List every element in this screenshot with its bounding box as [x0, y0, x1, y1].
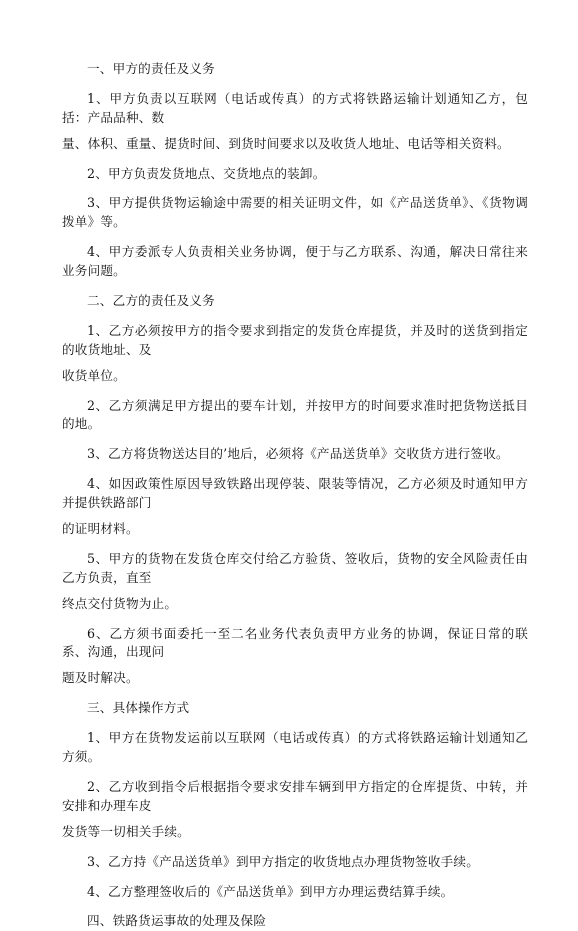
paragraph: 4、甲方委派专人负责相关业务协调，便于与乙方联系、沟通，解决日常往来业务问题。: [62, 244, 528, 279]
paragraph-line: 6、乙方须书面委托一至二名业务代表负责甲方业务的协调，保证日常的联系、沟通，出现问: [62, 625, 528, 660]
paragraph-line: 题及时解决。: [62, 670, 139, 686]
paragraph: 4、乙方整理签收后的《产品送货单》到甲方办理运费结算手续。: [87, 883, 454, 899]
section-heading-4: 四、铁路货运事故的处理及保险: [87, 913, 267, 929]
paragraph-line: 收货单位。: [62, 367, 126, 383]
paragraph-line: 终点交付货物为止。: [62, 595, 178, 611]
paragraph-line: 的证明材料。: [62, 521, 139, 537]
paragraph-line: 1、甲方负责以互联网（电话或传真）的方式将铁路运输计划通知乙方，包括：产品品种、数: [62, 90, 528, 125]
paragraph: [62, 778, 528, 842]
paragraph: [62, 550, 528, 614]
section-heading-3: 三、具体操作方式: [87, 700, 190, 716]
paragraph: [62, 90, 528, 154]
paragraph: 2、乙方须满足甲方提出的要车计划，并按甲方的时间要求准时把货物送抵目的地。: [62, 397, 528, 432]
paragraph: 3、乙方将货物送达目的’地后，必须将《产品送货单》交收货方进行签收。: [87, 446, 509, 462]
paragraph-line: 量、体积、重量、提货时间、到货时间要求以及收货人地址、电话等相关资料。: [62, 135, 510, 151]
paragraph: 1、甲方在货物发运前以互联网（电话或传真）的方式将铁路运输计划通知乙方须。: [62, 730, 528, 765]
paragraph-line: 4、如因政策性原因导致铁路出现停装、限装等情况，乙方必须及时通知甲方并提供铁路部门: [62, 476, 528, 511]
paragraph-line: 5、甲方的货物在发货仓库交付给乙方验货、签收后，货物的安全风险责任由乙方负责，直至: [62, 550, 528, 585]
paragraph: [62, 625, 528, 689]
section-heading-2: 二、乙方的责任及义务: [87, 293, 215, 309]
paragraph-line: 1、乙方必须按甲方的指令要求到指定的发货仓库提货，并及时的送货到指定的收货地址、及: [62, 322, 528, 357]
paragraph: 3、乙方持《产品送货单》到甲方指定的收货地点办理货物签收手续。: [87, 853, 480, 869]
section-heading-1: 一、甲方的责任及义务: [87, 61, 215, 76]
paragraph: [62, 322, 528, 386]
paragraph-line: 发货等一切相关手续。: [62, 823, 190, 839]
paragraph-line: 2、乙方收到指令后根据指令要求安排车辆到甲方指定的仓库提货、中转，并安排和办理车皮: [62, 778, 528, 813]
paragraph: 2、甲方负责发货地点、交货地点的装卸。: [87, 165, 326, 181]
paragraph: 3、甲方提供货物运输途中需要的相关证明文件，如《产品送货单》、《货物调拨单》等。: [62, 195, 528, 230]
paragraph: [62, 475, 528, 539]
